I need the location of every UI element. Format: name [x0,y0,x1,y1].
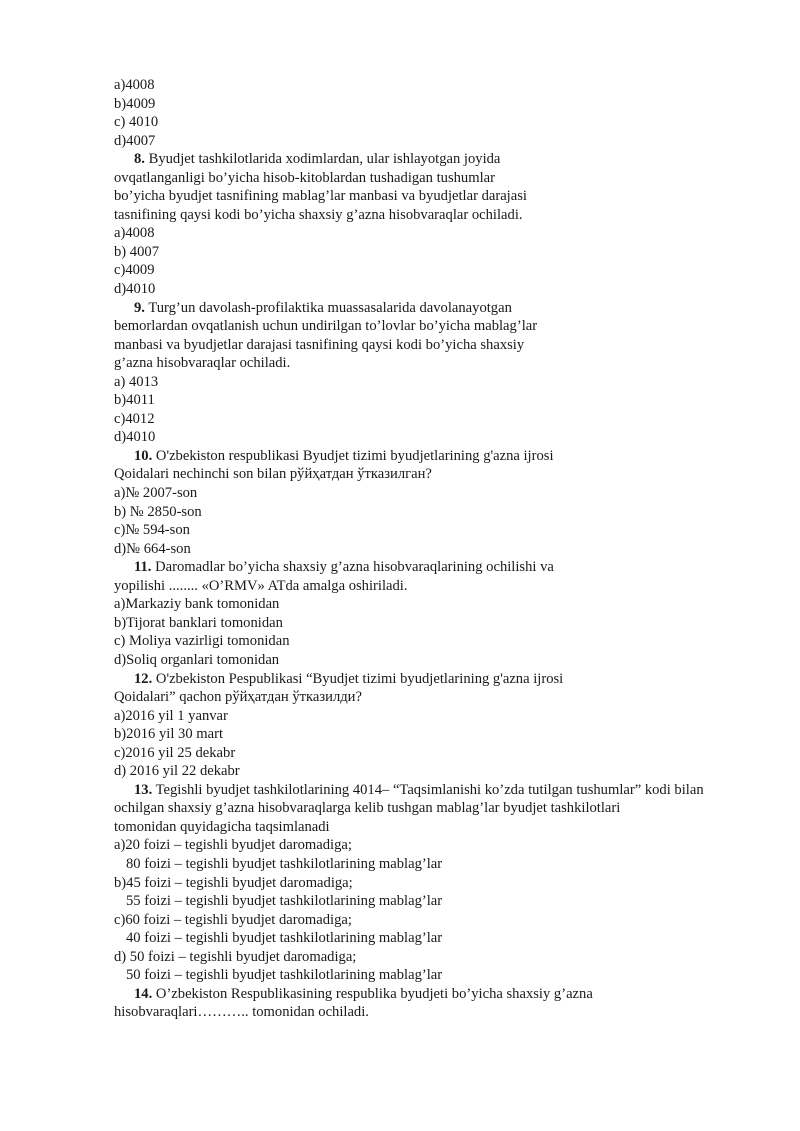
q8-option-c: c)4009 [114,262,155,279]
q11-question-line [114,558,744,577]
q12-option-a: a)2016 yil 1 yanvar [114,707,228,724]
document-content [114,76,744,1022]
q10-option-d: d)№ 664-son [114,540,191,557]
q13-option-d-continued: 50 foizi – tegishli byudjet tashkilotlarining mablag’lar [126,967,443,984]
q8-option-a: a)4008 [114,225,155,242]
q13-text-line: ochilgan shaxsiy g’azna hisobvaraqlarga kelib tushgan mablag’lar byudjet tashkilotlari [114,800,621,817]
q10-option-a: a)№ 2007-son [114,485,198,502]
q11-option-b: b)Tijorat banklari tomonidan [114,614,283,631]
q9-text-line: bemorlardan ovqatlanish uchun undirilgan to’lovlar bo’yicha mablag’lar [114,318,538,335]
q14-question-line [114,985,744,1004]
q13-option-c: c)60 foizi – tegishli byudjet daromadiga; [114,911,352,928]
q12-text: O'zbekiston Pespublikasi “Byudjet tizimi byudjetlarining g'azna ijrosi [155,670,564,687]
q11-option-d: d)Soliq organlari tomonidan [114,651,280,668]
q11-text-line: yopilishi ........ «O’RMV» ATda amalga oshiriladi. [114,577,408,594]
q8-option-b: b) 4007 [114,243,159,260]
q7-option-a: a)4008 [114,77,155,93]
q13-option-d: d) 50 foizi – tegishli byudjet daromadiga; [114,948,357,965]
q13-text: Tegishli byudjet tashkilotlarining 4014– “Taqsimlanishi ko’zda tutilgan tushumlar” kodi bilan [155,781,704,798]
q11-number: 11. [134,559,152,576]
q9-text-line: g’azna hisobvaraqlar ochiladi. [114,355,291,372]
q9-question-line [114,299,744,318]
q8-text-line: bo’yicha byudjet tasnifining mablag’lar manbasi va byudjetlar darajasi [114,188,527,205]
q12-option-c: c)2016 yil 25 dekabr [114,744,236,761]
q7-option-b: b)4009 [114,95,156,112]
q14-text-line: hisobvaraqlari……….. tomonidan ochiladi. [114,1004,369,1021]
q11-text: Daromadlar bo’yicha shaxsiy g’azna hisobvaraqlarining ochilishi va [155,559,554,576]
q8-text-line: ovqatlanganligi bo’yicha hisob-kitoblardan tushadigan tushumlar [114,169,495,186]
q10-option-c: c)№ 594-son [114,522,190,539]
q13-option-a-continued: 80 foizi – tegishli byudjet tashkilotlarining mablag’lar [126,855,443,872]
q7-option-d: d)4007 [114,132,156,149]
q14-number: 14. [134,985,153,1002]
q9-text: Turg’un davolash-profilaktika muassasalarida davolanayotgan [148,299,512,316]
q9-number: 9. [134,299,145,316]
q13-option-c-continued: 40 foizi – tegishli byudjet tashkilotlarining mablag’lar [126,930,443,947]
q10-text: O'zbekiston respublikasi Byudjet tizimi byudjetlarining g'azna ijrosi [155,447,554,464]
q12-question-line [114,670,744,689]
q9-option-a: a) 4013 [114,373,159,390]
q10-question-line [114,447,744,466]
q9-option-b: b)4011 [114,392,155,409]
q11-option-a: a)Markaziy bank tomonidan [114,596,280,613]
q13-question-line [114,781,754,800]
q12-option-b: b)2016 yil 30 mart [114,726,224,743]
q8-text-line: tasnifining qaysi kodi bo’yicha shaxsiy g’azna hisobvaraqlar ochiladi. [114,206,523,223]
q13-text-line: tomonidan quyidagicha taqsimlanadi [114,818,330,835]
q8-option-d: d)4010 [114,281,156,298]
q12-number: 12. [134,670,153,687]
q10-option-b: b) № 2850-son [114,503,202,520]
q12-text-line: Qoidalari” qachon рўйҳатдан ўтказилди? [114,689,362,706]
q8-text: Byudjet tashkilotlarida xodimlardan, ular ishlayotgan joyida [148,151,501,168]
q13-option-b-continued: 55 foizi – tegishli byudjet tashkilotlarining mablag’lar [126,893,443,910]
q8-question-line [114,150,744,169]
q11-option-c: c) Moliya vazirligi tomonidan [114,633,290,650]
q13-number: 13. [134,781,153,798]
q10-text-line: Qoidalari nechinchi son bilan рўйҳатдан ўтказилган? [114,466,432,483]
q9-option-d: d)4010 [114,429,156,446]
q9-text-line: manbasi va byudjetlar darajasi tasnifining qaysi kodi bo’yicha shaxsiy [114,336,525,353]
q10-number: 10. [134,447,153,464]
q8-number: 8. [134,151,145,168]
q13-option-a: a)20 foizi – tegishli byudjet daromadiga; [114,837,352,854]
q9-option-c: c)4012 [114,410,155,427]
q13-option-b: b)45 foizi – tegishli byudjet daromadiga; [114,874,353,891]
q7-option-c: c) 4010 [114,114,159,131]
q14-text: O’zbekiston Respublikasining respublika byudjeti bo’yicha shaxsiy g’azna [155,985,593,1002]
q12-option-d: d) 2016 yil 22 dekabr [114,763,240,780]
